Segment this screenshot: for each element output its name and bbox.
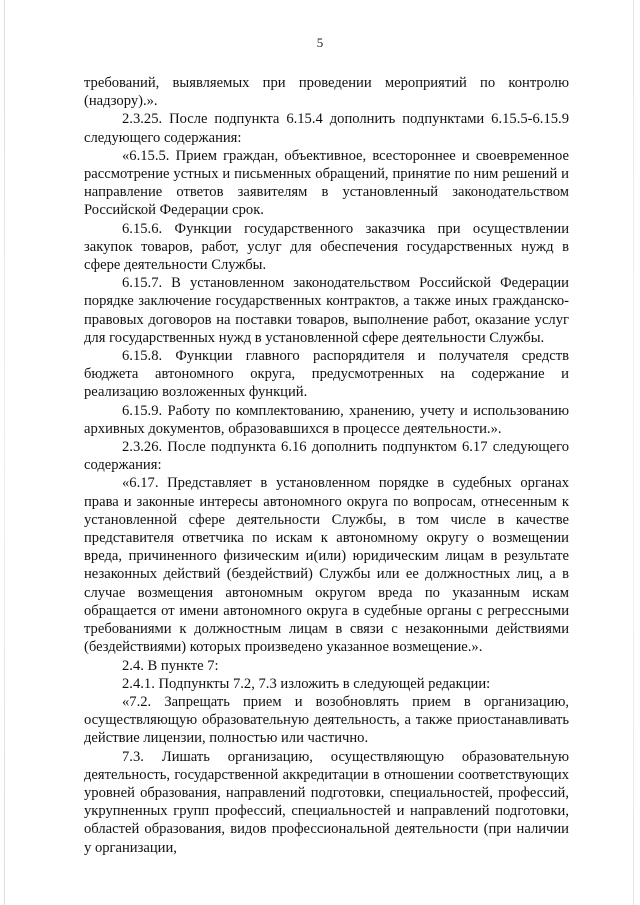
page-number: 5 bbox=[316, 35, 324, 50]
scan-edge-right bbox=[633, 0, 634, 905]
paragraph: 6.15.6. Функции государственного заказчика при осуществлении закупок товаров, работ, услуг для обеспечения государственных нужд в сфере деятельности Службы. bbox=[84, 220, 569, 274]
paragraph: 2.3.26. После подпункта 6.16 дополнить подпунктом 6.17 следующего содержания: bbox=[84, 439, 569, 474]
paragraph: 7.3. Лишать организацию, осуществляющую образовательную деятельность, государственной аккредитации в отношении соответствующих уровней образования, направлений подготовки, специальностей, профессий, укрупненных групп профессий, специальностей и направлений подготовки, областей образования, видов профессиональной деятельности (при наличии у организации, bbox=[84, 748, 569, 856]
paragraph: 2.4. В пункте 7: bbox=[122, 657, 219, 674]
paragraph: «6.15.5. Прием граждан, объективное, всестороннее и своевременное рассмотрение устных и письменных обращений, принятие по ним решений и направление ответов заявителям в установленный законодательством Российской Федерации срок. bbox=[84, 147, 569, 219]
paragraph: 6.15.8. Функции главного распорядителя и получателя средств бюджета автономного округа, предусмотренных на содержание и реализацию возложенных функций. bbox=[84, 348, 569, 401]
paragraph: требований, выявляемых при проведении мероприятий по контролю (надзору).». bbox=[84, 75, 569, 110]
paragraph: 2.3.25. После подпункта 6.15.4 дополнить подпунктами 6.15.5-6.15.9 следующего содержания: bbox=[84, 111, 569, 146]
paragraph: 2.4.1. Подпункты 7.2, 7.3 изложить в следующей редакции: bbox=[122, 675, 491, 692]
paragraph: «6.17. Представляет в установленном порядке в судебных органах права и законные интересы автономного округа по вопросам, отнесенным к установленной сфере деятельности Службы, в том числе в качестве представителя ответчика по искам к автономному округу о возмещении вреда, причиненного физическим и(или) юридическим лицам в результате незаконных действий (бездействий) Службы или ее должностных лиц, а в случае возмещения автономным округом вреда по указанным искам обращается от имени автономного округа в судебные органы с регрессными требованиями к должностным лицам в связи с незаконными действиями (бездействиями) которых произведено указанное возмещение.». bbox=[84, 475, 569, 656]
paragraph: «7.2. Запрещать прием и возобновлять прием в организацию, осуществляющую образовательную деятельность, а также приостанавливать действие лицензии, полностью или частично. bbox=[84, 693, 569, 747]
paragraph: 6.15.9. Работу по комплектованию, хранению, учету и использованию архивных документов, образовавшихся в процессе деятельности.». bbox=[84, 402, 569, 437]
paragraph: 6.15.7. В установленном законодательством Российской Федерации порядке заключение государственных контрактов, а также иных гражданско-правовых договоров на поставки товаров, выполнение работ, оказание услуг для государственных нужд в установленной сфере деятельности Службы. bbox=[84, 275, 569, 346]
scan-edge-left bbox=[4, 0, 5, 905]
document-body bbox=[84, 74, 569, 857]
